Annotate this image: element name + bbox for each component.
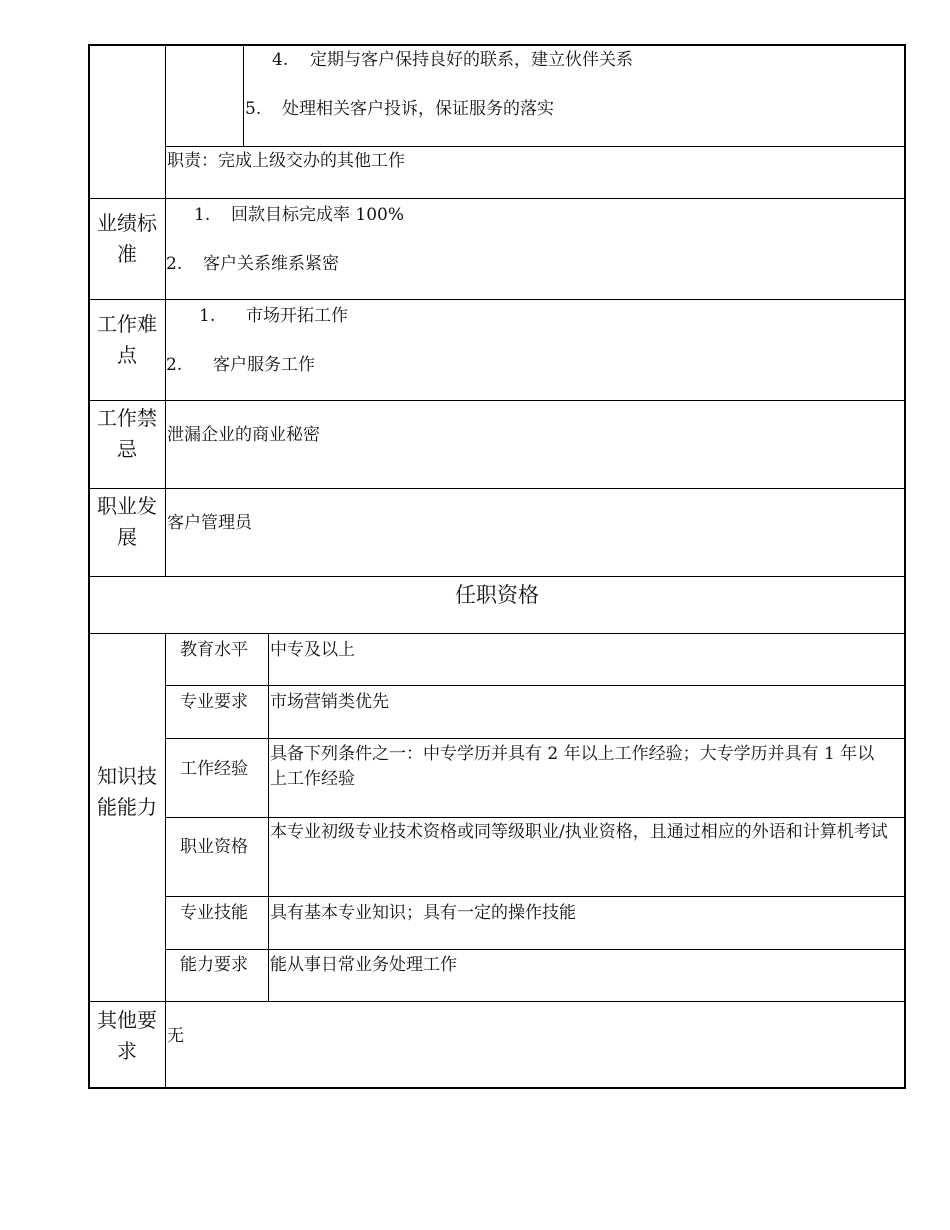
- row-divider: [166, 685, 906, 686]
- taboo-text: 泄漏企业的商业秘密: [167, 425, 320, 445]
- row-divider: [88, 1001, 906, 1002]
- performance-item-text: 客户关系维系紧密: [203, 254, 339, 274]
- column-divider: [268, 633, 269, 1002]
- duty-item-text: 定期与客户保持良好的联系，建立伙伴关系: [310, 50, 633, 70]
- other-requirement-label: 其他要求: [97, 1008, 157, 1063]
- row-divider: [166, 146, 906, 147]
- row-divider: [166, 896, 906, 897]
- row-divider: [166, 817, 906, 818]
- row-divider: [166, 949, 906, 950]
- requirement-value: 市场营销类优先: [270, 692, 389, 712]
- difficulty-item-text: 市场开拓工作: [246, 306, 348, 326]
- performance-label: 业绩标准: [97, 211, 157, 266]
- requirement-value: 中专及以上: [270, 640, 355, 660]
- row-divider: [88, 198, 906, 199]
- difficulty-label: 工作难点: [97, 312, 157, 367]
- qualification-heading: 任职资格: [455, 583, 539, 607]
- performance-item-text: 回款目标完成率 100%: [231, 205, 405, 225]
- requirement-name: 职业资格: [180, 837, 248, 857]
- row-divider: [166, 738, 906, 739]
- other-requirement-text: 无: [167, 1026, 184, 1046]
- difficulty-item-number: 1.: [199, 306, 216, 326]
- column-divider: [165, 44, 166, 577]
- row-divider: [88, 299, 906, 300]
- table-frame: [88, 44, 906, 1089]
- requirement-value: 能从事日常业务处理工作: [270, 955, 457, 975]
- performance-item-number: 2.: [166, 254, 183, 274]
- duty-item-text: 处理相关客户投诉，保证服务的落实: [282, 99, 554, 119]
- knowledge-label: 知识技能能力: [97, 764, 157, 819]
- row-divider: [88, 400, 906, 401]
- career-text: 客户管理员: [167, 513, 252, 533]
- difficulty-item-number: 2.: [166, 355, 183, 375]
- requirement-name: 专业要求: [180, 692, 248, 712]
- requirement-name: 能力要求: [180, 955, 248, 975]
- requirement-value: 具备下列条件之一：中专学历并具有 2 年以上工作经验；大专学历并具有 1 年以上工作经验: [270, 744, 875, 789]
- requirement-name: 专业技能: [180, 903, 248, 923]
- row-divider: [88, 576, 906, 577]
- duty-item-number: 4.: [272, 50, 289, 70]
- row-divider: [88, 633, 906, 634]
- career-label: 职业发展: [97, 494, 157, 549]
- requirement-name: 工作经验: [180, 759, 248, 779]
- duty-item-number: 5.: [245, 99, 262, 119]
- taboo-label: 工作禁忌: [97, 406, 157, 461]
- duty-other-text: 职责：完成上级交办的其他工作: [167, 151, 405, 171]
- requirement-name: 教育水平: [180, 640, 248, 660]
- row-divider: [88, 488, 906, 489]
- difficulty-item-text: 客户服务工作: [213, 355, 315, 375]
- column-divider: [243, 44, 244, 147]
- requirement-value: 本专业初级专业技术资格或同等级职业/执业资格，且通过相应的外语和计算机考试: [270, 822, 888, 842]
- requirement-value: 具有基本专业知识；具有一定的操作技能: [270, 903, 576, 923]
- performance-item-number: 1.: [194, 205, 211, 225]
